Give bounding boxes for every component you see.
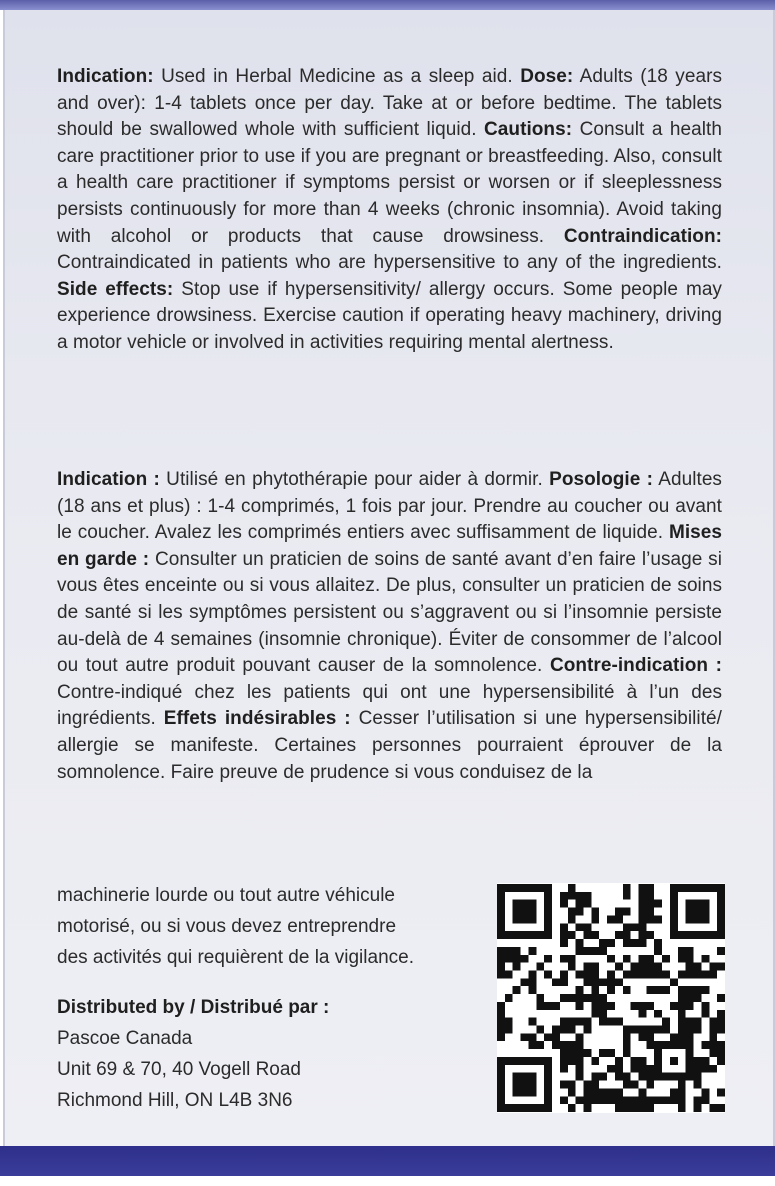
side-effects-label-en: Side effects: (57, 278, 174, 300)
contre-indication-text-fr: Contre-indiqué chez les patients qui ont une hypersensibilité à l’un des ingrédients. (57, 681, 722, 730)
mises-en-garde-text-fr: Consulter un praticien de soins de santé avant d’en faire l’usage si vous êtes enceinte ou si vous allaitez. De plus, consulter un praticien de soins de santé si les symptômes persistent ou s’aggravent ou si l’insomnie persiste au-delà de 4 semaines (insomnie chronique). Éviter de consommer de l’alcool ou tout autre produit pouvant causer de la somnolence. (57, 548, 722, 677)
distributor-company: Pascoe Canada (57, 1028, 193, 1049)
effets-indesirables-label-fr: Effets indésirables : (163, 708, 351, 730)
side-effects-text-en: Stop use if hypersensitivity/ allergy occurs. Some people may experience drowsiness. Exercise caution if operating heavy machinery, driving a motor vehicle or involved in activities requiring mental alertness. (57, 278, 722, 353)
french-tail-line-1: machinerie lourde ou tout autre véhicule (57, 885, 395, 906)
distributor-block (57, 992, 477, 1116)
french-directions (57, 467, 722, 786)
indication-text-en: Used in Herbal Medicine as a sleep aid. (153, 66, 521, 87)
qr-code-graphic (497, 883, 725, 1113)
posologie-text-fr: Adultes (18 ans et plus) : 1-4 comprimés, 1 fois par jour. Prendre au coucher ou avant le coucher. Avalez les comprimés entiers avec suffisamment de liquide. (57, 469, 722, 544)
cautions-text-en: Consult a health care practitioner prior to use if you are pregnant or breastfeeding. Also, consult a health care practitioner if symptoms persist or worsen or if sleeplessness persists continuously for more than 4 weeks (chronic insomnia). Avoid taking with alcohol or products that cause drowsiness. (57, 119, 723, 247)
distributor-address-line-1: Unit 69 & 70, 40 Vogell Road (57, 1059, 302, 1080)
french-tail-line-3: des activités qui requièrent de la vigilance. (57, 947, 414, 968)
qr-code-icon[interactable] (497, 883, 725, 1113)
distributor-address-line-2: Richmond Hill, ON L4B 3N6 (57, 1090, 293, 1111)
effets-indesirables-text-fr: Cesser l’utilisation si une hypersensibilité/ allergie se manifeste. Certaines personnes pourraient éprouver de la somnolence. Faire preuve de prudence si vous conduisez de la (57, 708, 722, 783)
french-tail-line-2: motorisé, ou si vous devez entreprendre (57, 916, 397, 937)
indication-text-fr: Utilisé en phytothérapie pour aider à dormir. (159, 469, 550, 490)
contraindication-text-en: Contraindicated in patients who are hypersensitive to any of the ingredients. (57, 252, 722, 274)
indication-label-en: Indication: (57, 66, 154, 87)
english-directions (57, 64, 722, 357)
indication-label-fr: Indication : (57, 469, 160, 490)
mises-en-garde-label-fr: Mises en garde : (57, 522, 722, 570)
dose-label-en: Dose: (520, 66, 574, 87)
top-color-band (0, 0, 775, 10)
contre-indication-label-fr: Contre-indication : (549, 655, 723, 677)
dose-text-en: Adults (18 years and over): 1-4 tablets once per day. Take at or before bedtime. The tablets should be swallowed whole with sufficient liquid. (57, 66, 722, 141)
bottom-color-band (0, 1146, 775, 1176)
distributor-label: Distributed by / Distribué par : (57, 997, 330, 1018)
posologie-label-fr: Posologie : (549, 469, 654, 490)
french-directions-tail (57, 880, 487, 973)
contraindication-label-en: Contraindication: (563, 225, 722, 247)
cautions-label-en: Cautions: (484, 119, 573, 141)
